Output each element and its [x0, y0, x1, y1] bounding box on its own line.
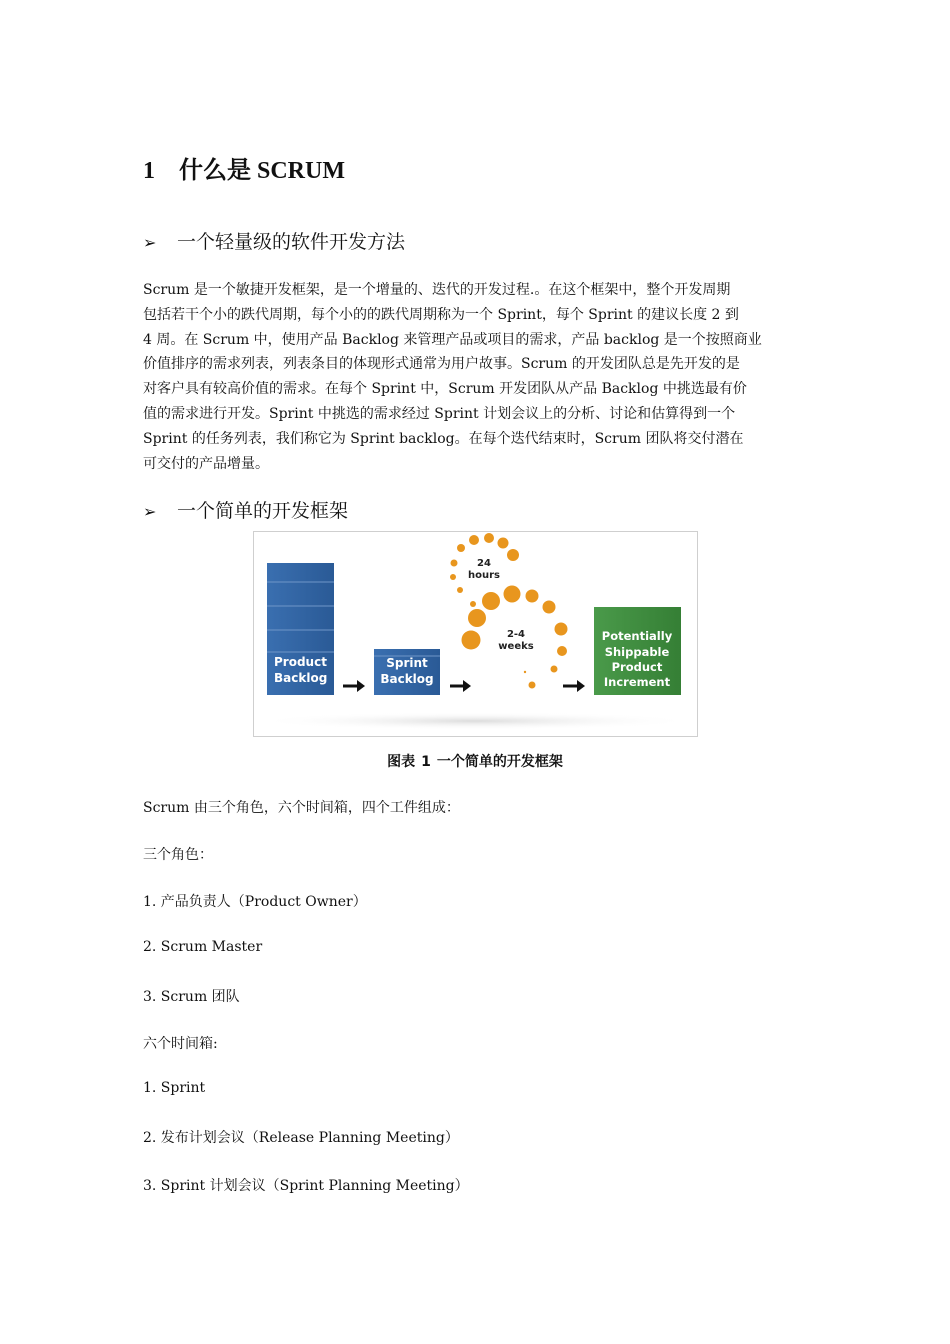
paragraph-line: 4 周。在 Scrum 中，使用产品 Backlog 来管理产品或项目的需求，产品 backlog 是一个按照商业 — [143, 331, 762, 348]
sprint-backlog-label: Backlog — [380, 672, 434, 686]
section-heading — [143, 150, 345, 185]
increment-label: Increment — [603, 675, 671, 689]
caption-prefix: 图表 — [387, 754, 416, 770]
product-backlog-label: Backlog — [274, 671, 328, 685]
heading-number: 1 — [143, 158, 155, 184]
arrow-bullet-icon: ➢ — [143, 233, 157, 252]
bullet-text: 一个轻量级的软件开发方法 — [177, 231, 406, 253]
list-item: 1. Sprint — [143, 1080, 206, 1096]
product-backlog-label: Product — [274, 655, 327, 669]
body-line: 三个角色： — [143, 847, 213, 863]
body-line: Scrum 由三个角色，六个时间箱，四个工件组成： — [143, 800, 460, 816]
list-item: 2. Scrum Master — [143, 939, 263, 955]
increment-label: Product — [611, 660, 663, 674]
sprint-backlog-block — [374, 649, 440, 695]
body-line: 六个时间箱: — [143, 1036, 218, 1052]
scrum-framework-figure — [253, 531, 698, 737]
caption-number: 1 — [421, 754, 431, 770]
product-increment-block — [594, 607, 681, 695]
arrow-right-icon — [450, 680, 471, 692]
list-item: 1. 产品负责人（Product Owner） — [143, 894, 367, 910]
sprint-duration-label: 2-4 — [506, 629, 526, 640]
scrum-diagram — [254, 532, 697, 736]
arrow-bullet-icon: ➢ — [143, 502, 157, 521]
paragraph-line: 对客户具有较高价值的需求。在每个 Sprint 中，Scrum 开发团队从产品 Backlog 中挑选最有价 — [143, 381, 747, 398]
bullet-text: 一个简单的开发框架 — [177, 500, 349, 522]
bullet-simple-framework — [143, 496, 348, 523]
sprint-backlog-label: Sprint — [386, 656, 428, 670]
paragraph-line: Scrum 是一个敏捷开发框架，是一个增量的、迭代的开发过程.。在这个框架中，整个开发周期 — [143, 282, 731, 298]
intro-paragraph — [143, 278, 811, 476]
list-item: 2. 发布计划会议（Release Planning Meeting） — [143, 1130, 459, 1146]
floor-shadow — [255, 712, 695, 730]
figure-caption — [0, 751, 950, 771]
paragraph-line: Sprint 的任务列表，我们称它为 Sprint backlog。在每个迭代结束时，Scrum 团队将交付潜在 — [143, 430, 744, 447]
product-backlog-block — [267, 563, 334, 695]
paragraph-line: 值的需求进行开发。Sprint 中挑选的需求经过 Sprint 计划会议上的分析、讨论和估算得到一个 — [143, 405, 736, 422]
caption-text: 一个简单的开发框架 — [436, 754, 563, 770]
increment-label: Potentially — [601, 629, 673, 643]
increment-label: Shippable — [604, 645, 670, 659]
list-item: 3. Scrum 团队 — [143, 989, 240, 1005]
daily-duration-label: 24 — [477, 558, 491, 569]
paragraph-line: 可交付的产品增量。 — [143, 455, 269, 472]
bullet-lightweight-method — [143, 227, 405, 254]
sprint-duration-label: weeks — [498, 641, 534, 652]
list-item: 3. Sprint 计划会议（Sprint Planning Meeting） — [143, 1178, 469, 1194]
paragraph-line: 价值排序的需求列表，列表条目的体现形式通常为用户故事。Scrum 的开发团队总是先开发的是 — [143, 356, 740, 373]
paragraph-line: 包括若干个小的跌代周期，每个小的的跌代周期称为一个 Sprint，每个 Sprint 的建议长度 2 到 — [143, 306, 739, 323]
heading-title: 什么是 SCRUM — [179, 158, 345, 184]
daily-duration-label: hours — [468, 570, 500, 581]
arrow-right-icon — [563, 680, 585, 692]
arrow-right-icon — [343, 680, 365, 692]
